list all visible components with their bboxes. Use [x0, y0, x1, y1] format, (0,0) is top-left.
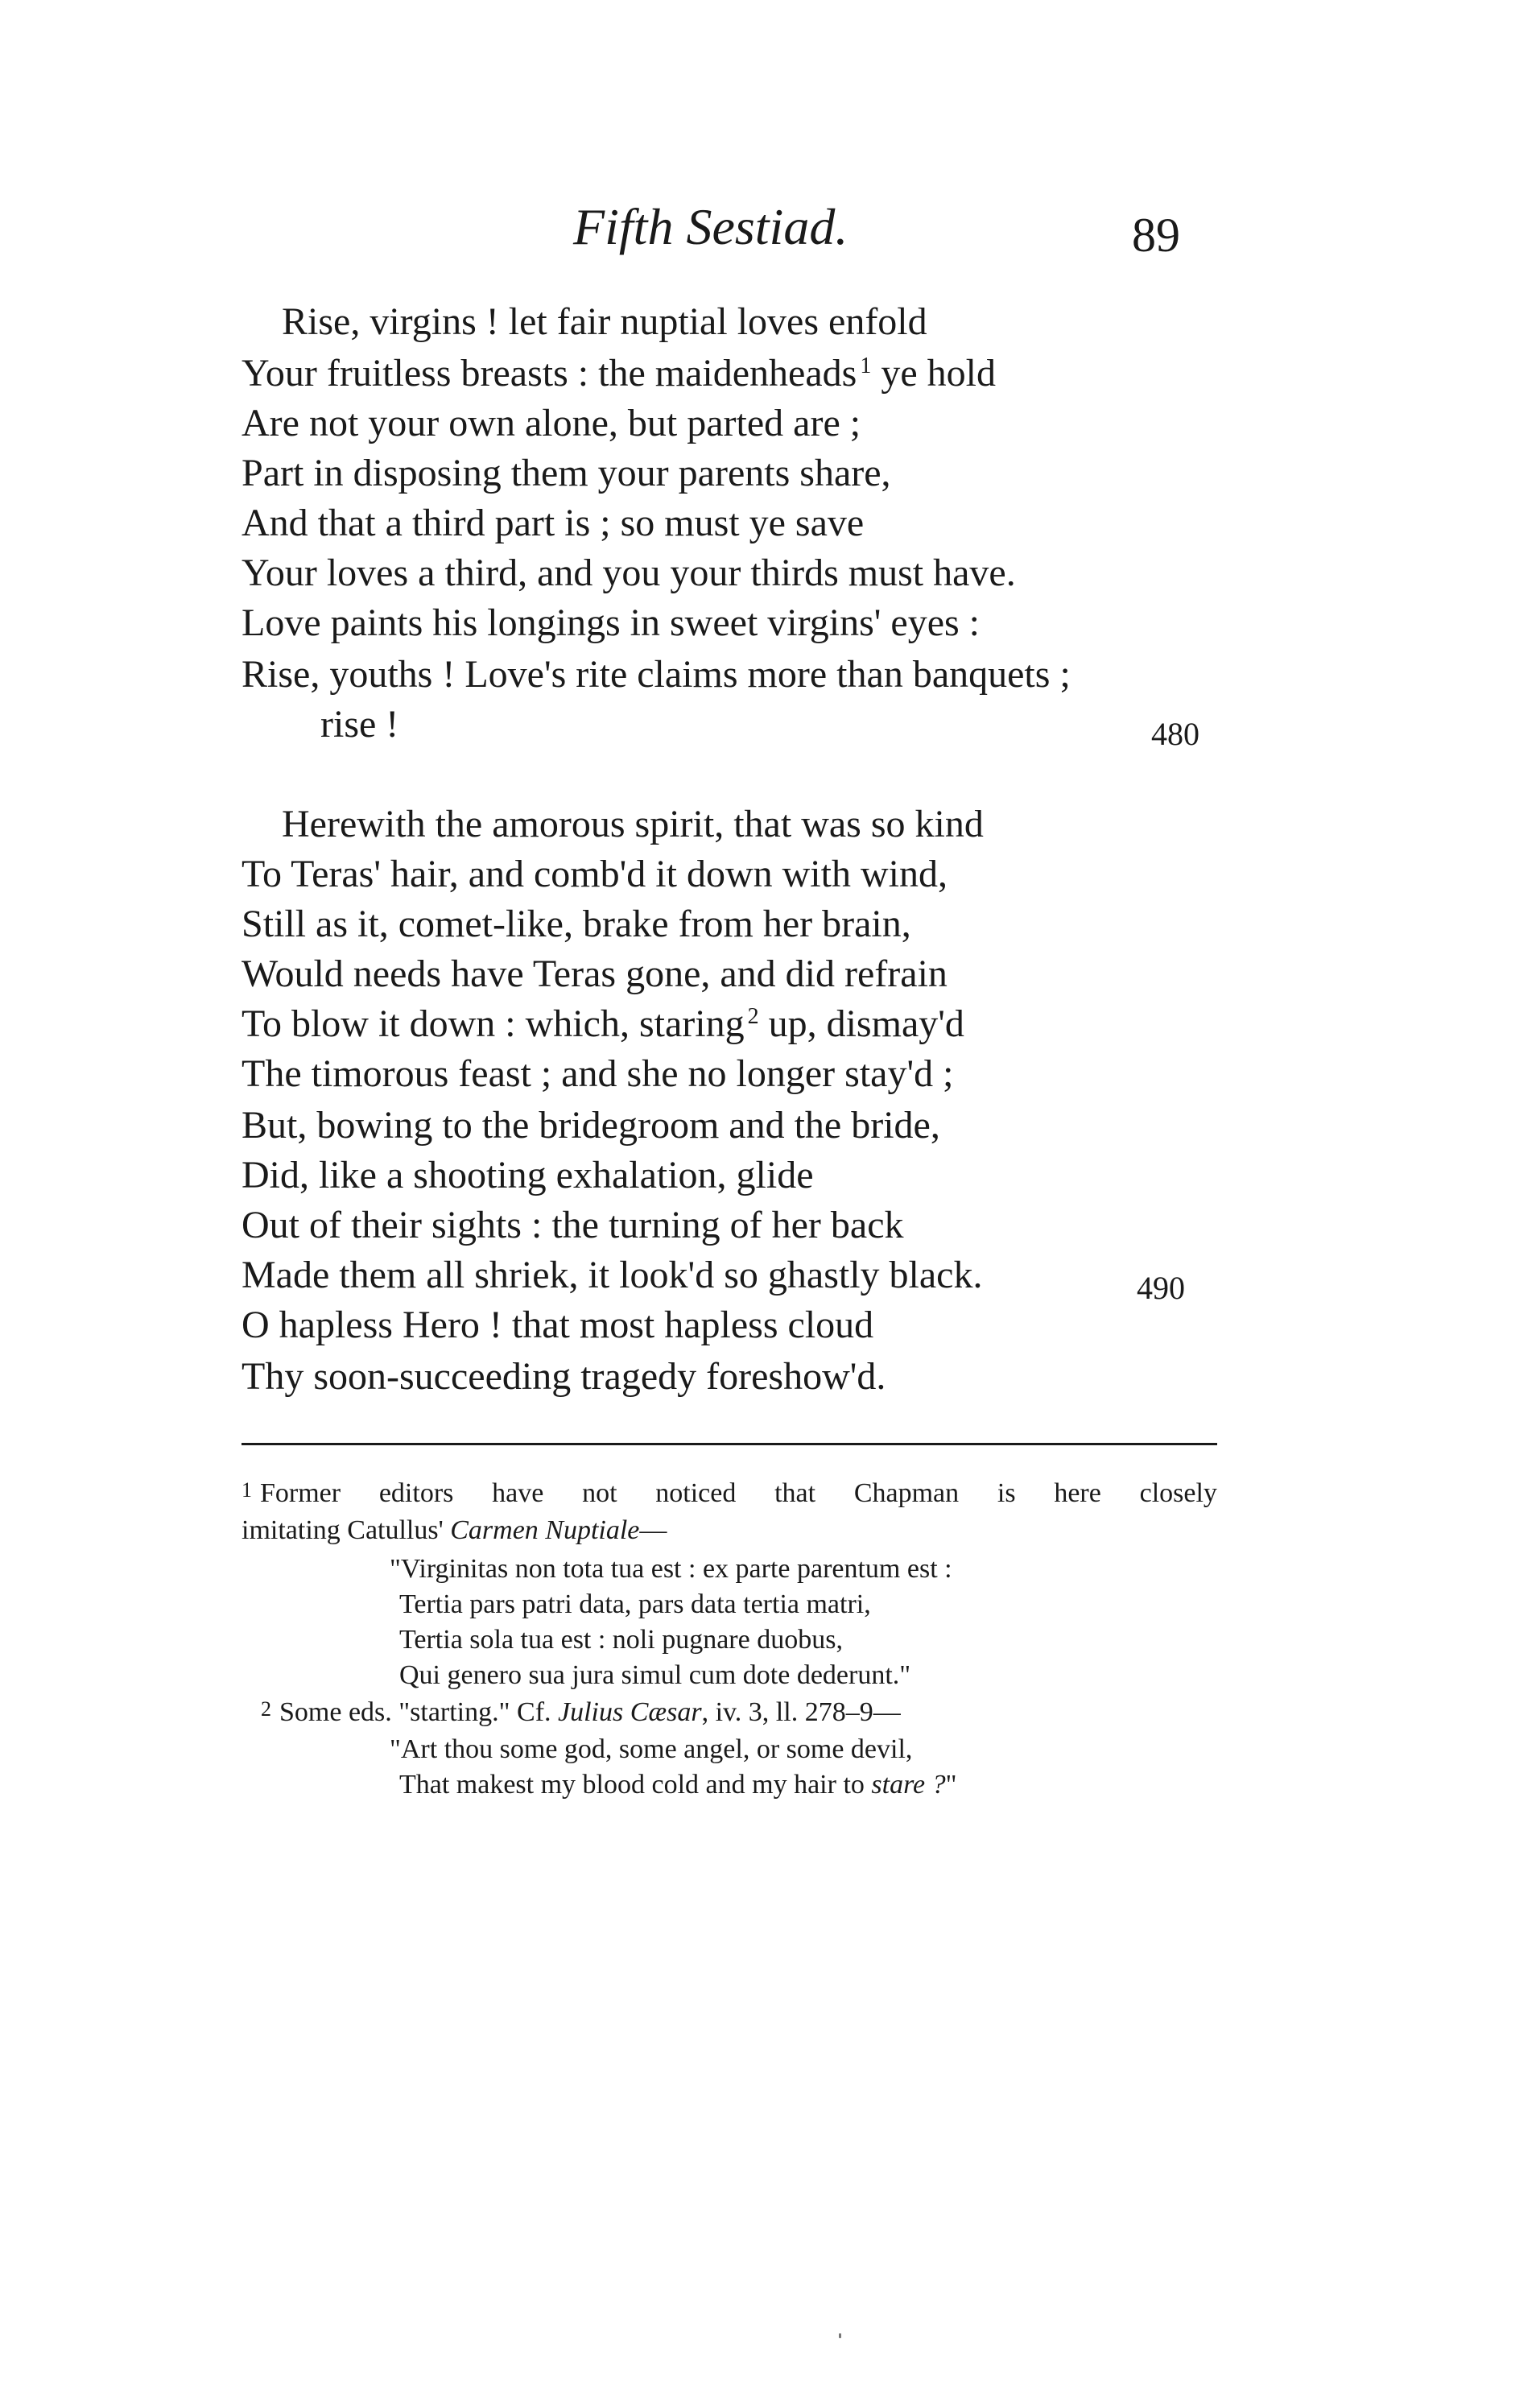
verse-line: To blow it down : which, staring $^2$ up, dismay'd: [242, 1002, 964, 1045]
footnote-marker: 2: [261, 1697, 271, 1721]
footnote-quote-line: "Art thou some god, some angel, or some devil,: [390, 1734, 913, 1764]
running-head-title: Fifth Sestiad.: [573, 198, 848, 255]
footnote-quote-line: Tertia pars patri data, pars data tertia matri,: [399, 1589, 871, 1619]
verse-line: Rise, youths ! Love's rite claims more than banquets ;: [242, 653, 1071, 696]
verse-line: And that a third part is ; so must ye save: [242, 502, 865, 544]
footnote-1-line: imitating Catullus' Carmen Nuptiale—: [242, 1515, 667, 1545]
page-number: 89: [1132, 209, 1180, 262]
footnote-1-line: $^1$ Former editors have not noticed that Chapman is here closely: [242, 1478, 1217, 1508]
footnote-ref: 1: [860, 353, 872, 378]
verse-line: Made them all shriek, it look'd so ghastly black.: [242, 1254, 983, 1296]
footnote-quote-line: Tertia sola tua est : noli pugnare duobus,: [399, 1625, 843, 1655]
work-title: Carmen Nuptiale: [450, 1515, 640, 1545]
verse-line: But, bowing to the bridegroom and the bride,: [242, 1104, 940, 1147]
line-number: 480: [1151, 716, 1199, 752]
verse-line: Your fruitless breasts : the maidenheads $^1$ ye hold: [242, 352, 996, 395]
verse-line: Are not your own alone, but parted are ;: [242, 402, 861, 444]
footnote-quote-line: That makest my blood cold and my hair to stare ?": [399, 1770, 957, 1800]
verse-line: Herewith the amorous spirit, that was so kind: [282, 803, 984, 845]
paper-speck: [839, 2333, 841, 2338]
line-number: 490: [1137, 1270, 1185, 1306]
verse-line: To Teras' hair, and comb'd it down with wind,: [242, 853, 948, 895]
verse-line: O hapless Hero ! that most hapless cloud: [242, 1304, 874, 1346]
verse-line: Did, like a shooting exhalation, glide: [242, 1154, 814, 1196]
footnote-rule: [242, 1443, 1217, 1445]
verse-line: Your loves a third, and you your thirds must have.: [242, 552, 1016, 594]
footnote-ref: 2: [747, 1004, 759, 1029]
work-title: Julius Cæsar: [558, 1697, 702, 1727]
footnote-2-line: $^2$ Some eds. "starting." Cf. Julius Cæsar, iv. 3, ll. 278–9—: [261, 1697, 901, 1727]
footnote-marker: 1: [242, 1478, 252, 1502]
verse-line: Would needs have Teras gone, and did refrain: [242, 953, 948, 995]
verse-line: Out of their sights : the turning of her back: [242, 1204, 904, 1246]
verse-line: The timorous feast ; and she no longer stay'd ;: [242, 1052, 954, 1095]
verse-line: Still as it, comet-like, brake from her brain,: [242, 903, 911, 945]
footnote-quote-line: "Virginitas non tota tua est : ex parte parentum est :: [390, 1554, 952, 1584]
verse-line-turnover: rise !: [320, 703, 399, 746]
verse-line: Love paints his longings in sweet virgins' eyes :: [242, 601, 981, 644]
verse-line: Rise, virgins ! let fair nuptial loves enfold: [282, 300, 927, 343]
verse-line: Part in disposing them your parents share,: [242, 452, 891, 494]
verse-line: Thy soon-succeeding tragedy foreshow'd.: [242, 1355, 886, 1398]
footnote-quote-line: Qui genero sua jura simul cum dote dederunt.": [399, 1660, 911, 1690]
